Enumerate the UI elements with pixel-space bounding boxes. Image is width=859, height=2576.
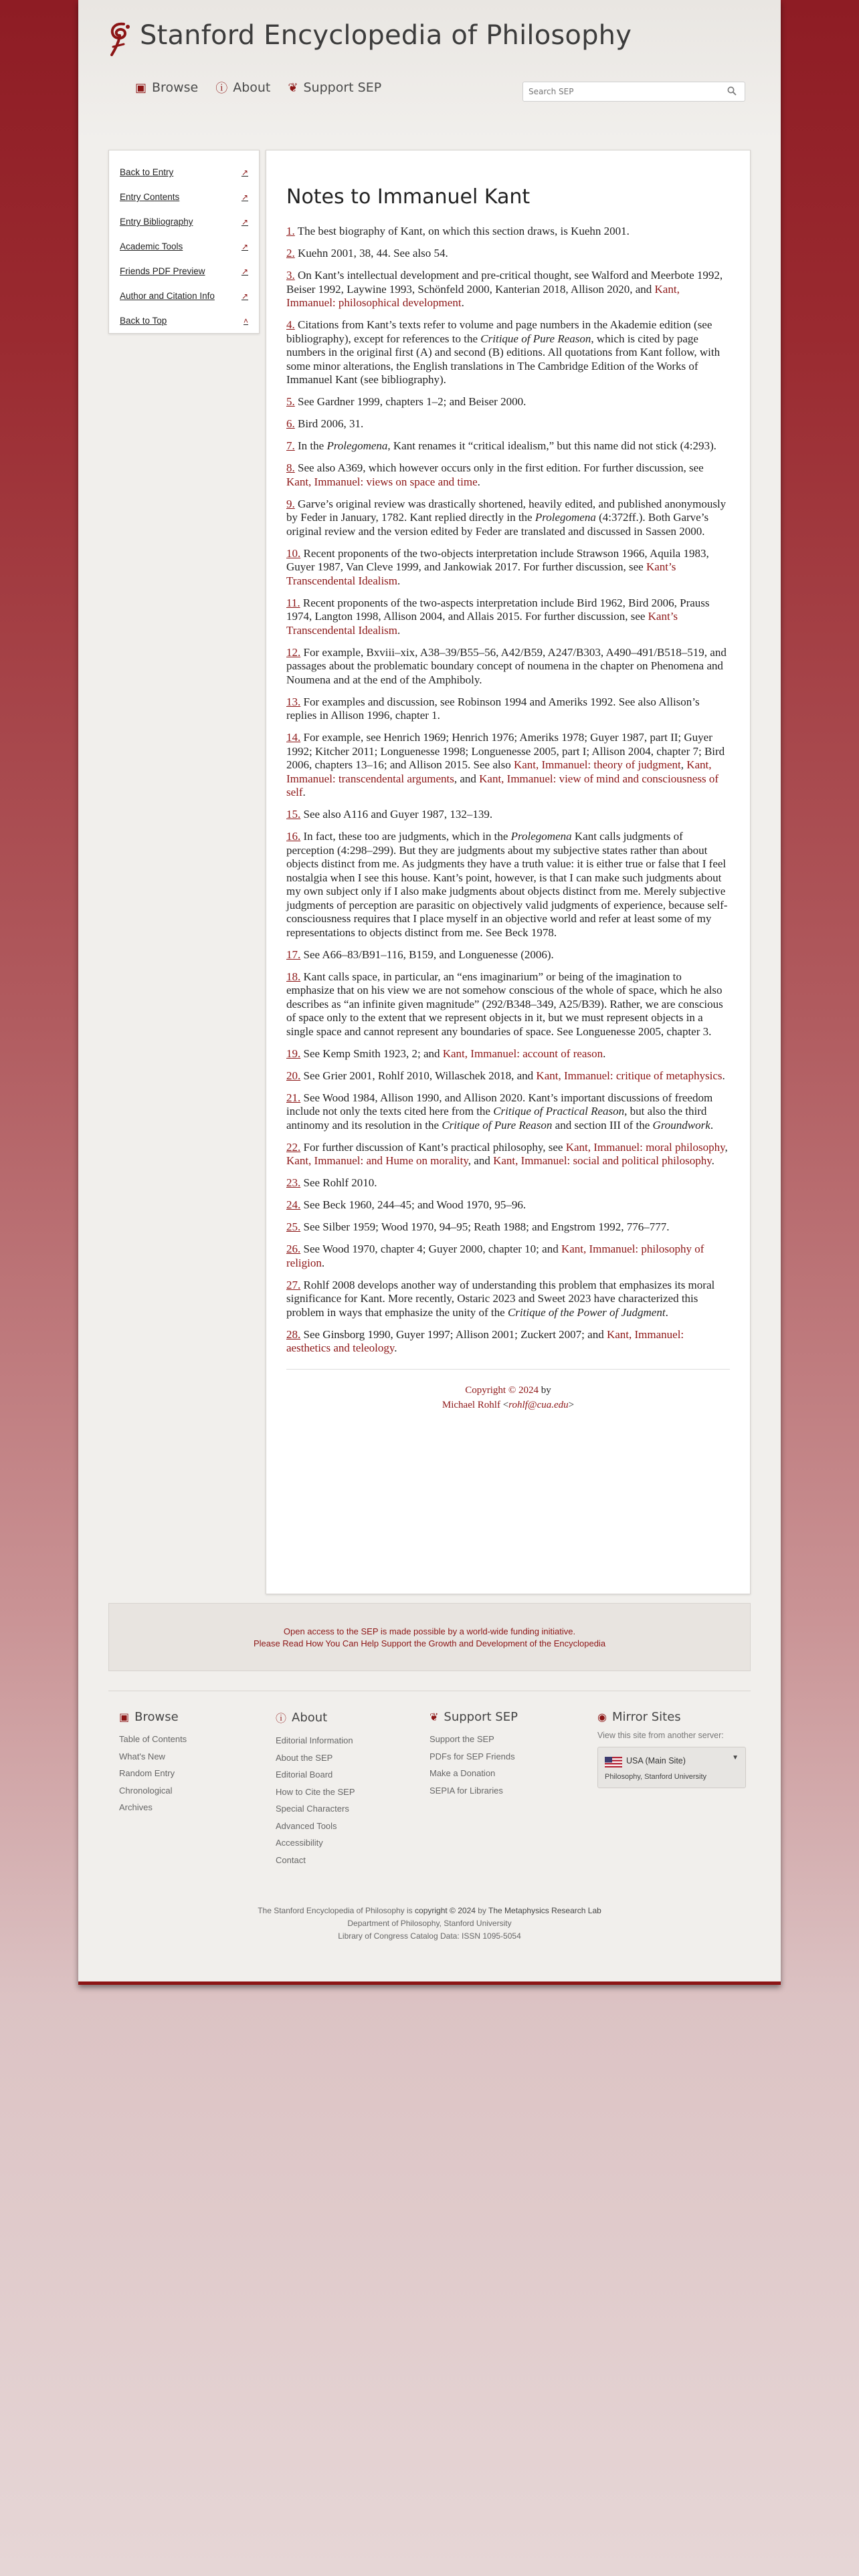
italic-title: Critique of Pure Reason <box>480 332 591 345</box>
footer-link[interactable]: Random Entry <box>119 1768 175 1778</box>
sep-logo-icon[interactable] <box>105 20 136 62</box>
note-text: Kant calls judgments of perception (4:298–299). But they are judgments about my subjective states rather than about objects distinct from me. As judgments they have a truth value: it is either true or false that I feel nostalgia when I see this house. Kant’s point, however, is that I can make such judgments about my own subject only if I also make judgments about objects distinct from me. Merely subjective judgments of perception are parasitic on objectively valid judgments of experience, because self-consciousness requires that I place myself in an objective world and refer at least some of my representations to objects distinct from me. See Beck 1978. <box>286 830 728 939</box>
note-text: Kuehn 2001, 38, 44. See also 54. <box>298 247 448 259</box>
note-text: See Beck 1960, 244–45; and Wood 1970, 95–96. <box>303 1198 527 1211</box>
note-item <box>286 1069 730 1083</box>
note-text: , <box>680 758 687 771</box>
search-input[interactable] <box>523 82 717 101</box>
mirror-selected: USA (Main Site) <box>626 1756 686 1765</box>
leaf-icon: ❦ <box>288 80 298 95</box>
note-text: Citations from Kant’s texts refer to volume and page numbers in the Akademie edition (see bibliography), except for references to the <box>286 318 712 345</box>
note-item <box>286 247 730 261</box>
note-item <box>286 269 730 310</box>
sidebar-author-citation-info[interactable] <box>120 284 248 308</box>
note-number-link[interactable]: 11. <box>286 596 300 609</box>
note-number-link[interactable]: 19. <box>286 1047 301 1060</box>
note-number-link[interactable]: 22. <box>286 1140 301 1154</box>
note-text: (4:372ff.). Both Garve’s original review and the version edited by Feder are translated and discussed in Sassen 2000. <box>286 511 709 538</box>
footer-heading: ❦ Support SEP <box>430 1710 518 1724</box>
sidebar-item-label: Academic Tools <box>120 241 183 251</box>
footer-link[interactable]: Contact <box>276 1854 306 1865</box>
note-number-link[interactable]: 9. <box>286 497 295 510</box>
note-item <box>286 731 730 800</box>
sidebar-item-label: Friends PDF Preview <box>120 266 205 276</box>
mirror-site-select[interactable] <box>597 1747 746 1788</box>
note-text: . <box>710 1118 714 1132</box>
italic-title: Prolegomena <box>535 511 596 524</box>
sidebar-item-label: Entry Contents <box>120 192 180 202</box>
metaphysics-lab-link[interactable]: The Metaphysics Research Lab <box>488 1906 601 1915</box>
note-item <box>286 1328 730 1356</box>
author-email-link[interactable]: rohlf@cua.edu <box>508 1399 569 1410</box>
note-text: Bird 2006, 31. <box>298 417 364 430</box>
entry-cross-link[interactable]: Kant, Immanuel: critique of metaphysics <box>536 1069 723 1082</box>
note-number-link[interactable]: 8. <box>286 461 295 474</box>
note-text: Recent proponents of the two-aspects interpretation include Bird 1962, Bird 2006, Prauss 1974, Langton 1998, Allison 2004, and Allais 2015. For further discussion, see <box>286 596 710 623</box>
note-number-link[interactable]: 6. <box>286 417 295 430</box>
footer-link[interactable]: Accessibility <box>276 1838 323 1848</box>
entry-cross-link[interactable]: Kant, Immanuel: and Hume on morality <box>286 1154 468 1167</box>
book-icon: ▣ <box>119 1711 130 1723</box>
note-text: See also A369, which however occurs only in the first edition. For further discussion, see <box>298 461 704 474</box>
footer-link[interactable]: Make a Donation <box>430 1768 496 1778</box>
footer-about-links <box>276 1732 355 1868</box>
note-number-link[interactable]: 3. <box>286 269 295 282</box>
italic-title: Critique of Pure Reason <box>442 1118 553 1132</box>
footer-link[interactable]: How to Cite the SEP <box>276 1786 355 1797</box>
note-text: For examples and discussion, see Robinson 1994 and Ameriks 1992. See also Allison’s replies in Allison 1996, chapter 1. <box>286 695 700 722</box>
external-link-icon: ↗ <box>241 167 248 177</box>
page-sheet <box>78 0 781 1985</box>
italic-title: Groundwork <box>652 1118 710 1132</box>
footer-support-links <box>430 1731 518 1799</box>
footer-heading: ⓘ About <box>276 1711 328 1725</box>
entry-cross-link[interactable]: Kant, Immanuel: philosophy of religion <box>286 1243 704 1269</box>
footer-about <box>276 1710 355 1868</box>
note-number-link[interactable]: 1. <box>286 225 295 237</box>
note-number-link[interactable]: 27. <box>286 1278 301 1291</box>
note-number-link[interactable]: 12. <box>286 645 301 659</box>
note-text: In fact, these too are judgments, which in the <box>303 830 511 843</box>
sidebar-friends-pdf-preview[interactable] <box>120 259 248 284</box>
note-text: and section III of the <box>552 1118 653 1132</box>
note-item <box>286 597 730 638</box>
note-item <box>286 1091 730 1133</box>
footer-link[interactable]: About the SEP <box>276 1752 333 1763</box>
nav-browse-label: Browse <box>152 80 199 95</box>
note-item <box>286 830 730 940</box>
note-number-link[interactable]: 5. <box>286 395 295 408</box>
note-text: In the <box>298 439 327 452</box>
note-text: . <box>711 1154 714 1167</box>
sidebar-entry-bibliography[interactable] <box>120 209 248 234</box>
note-text: Recent proponents of the two-objects interpretation include Strawson 1966, Aquila 1983, Guyer 1987, Van Cleve 1999, and Jankowiak 2017. For further discussion, see <box>286 546 709 573</box>
note-number-link[interactable]: 2. <box>286 247 295 259</box>
nav-support-label: Support SEP <box>303 80 382 95</box>
footer-browse <box>119 1710 187 1816</box>
note-item <box>286 1198 730 1212</box>
note-number-link[interactable]: 28. <box>286 1327 301 1341</box>
site-title[interactable]: Stanford Encyclopedia of Philosophy <box>140 20 632 51</box>
nav-about-label: About <box>233 80 271 95</box>
note-item <box>286 646 730 687</box>
italic-title: Critique of the Power of Judgment <box>507 1305 666 1319</box>
note-item <box>286 225 730 239</box>
note-text: . <box>397 623 401 637</box>
note-number-link[interactable]: 16. <box>286 830 301 843</box>
note-item <box>286 948 730 962</box>
footer-link[interactable]: SEPIA for Libraries <box>430 1785 503 1796</box>
note-number-link[interactable]: 25. <box>286 1220 301 1233</box>
note-number-link[interactable]: 24. <box>286 1198 301 1211</box>
note-text: , and <box>468 1154 494 1167</box>
search-box <box>522 82 745 102</box>
note-item <box>286 461 730 489</box>
external-link-icon: ↗ <box>241 241 248 251</box>
note-item <box>286 1176 730 1190</box>
footer-link[interactable]: Table of Contents <box>119 1734 187 1744</box>
footer-link[interactable]: Editorial Board <box>276 1769 333 1780</box>
note-number-link[interactable]: 18. <box>286 970 301 983</box>
note-number-link[interactable]: 15. <box>286 808 301 821</box>
note-item <box>286 1141 730 1168</box>
divider <box>286 1369 730 1370</box>
note-text: Garve’s original review was drastically shortened, heavily edited, and published anonymously by Feder in January, 1782. Kant replied directly in the <box>286 497 727 524</box>
funding-banner <box>108 1603 751 1671</box>
entry-cross-link[interactable]: Kant, Immanuel: philosophical development <box>286 282 680 309</box>
note-text: Rohlf 2008 develops another way of understanding this problem that emphasizes its moral significance for Kant. More recently, Ostaric 2023 and Sweet 2023 have characterized this problem in ways that emphasize the unity of the <box>286 1278 715 1319</box>
notes-content <box>266 150 751 1594</box>
entry-cross-link[interactable]: Kant’s Transcendental Idealism <box>286 560 676 587</box>
footer-link[interactable]: Editorial Information <box>276 1735 353 1745</box>
entry-cross-link[interactable]: Kant, Immanuel: aesthetics and teleology <box>286 1327 684 1354</box>
note-text: . <box>461 296 464 309</box>
note-item <box>286 547 730 588</box>
title-prefix: Notes to <box>286 185 377 209</box>
note-item <box>286 417 730 431</box>
note-text: . <box>321 1256 325 1269</box>
note-item <box>286 439 730 453</box>
sidebar-back-to-top[interactable] <box>120 308 248 333</box>
italic-title: Critique of Practical Reason <box>493 1105 625 1117</box>
entry-cross-link[interactable]: Kant’s Transcendental Idealism <box>286 610 678 637</box>
sidebar-entry-contents[interactable] <box>120 185 248 209</box>
mirror-selected-sub: Philosophy, Stanford University <box>605 1773 707 1781</box>
note-item <box>286 695 730 723</box>
note-number-link[interactable]: 13. <box>286 695 301 708</box>
footer-browse-links <box>119 1731 187 1816</box>
sidebar-item-label: Back to Entry <box>120 167 174 177</box>
caret-up-icon: ˄ <box>243 316 248 326</box>
note-item <box>286 498 730 539</box>
note-text: . <box>477 475 480 488</box>
page-title <box>286 185 730 209</box>
note-text: See Grier 2001, Rohlf 2010, Willaschek 2018, and <box>303 1069 537 1082</box>
note-text: , which is cited by page numbers in the original first (A) and second (B) editions. All quotations from Kant follow, with some minor alterations, the English translations in The Cambridge Edition of the Works of Immanuel Kant (see bibliography). <box>286 332 721 386</box>
footer-link[interactable]: Advanced Tools <box>276 1820 337 1831</box>
note-text: , <box>725 1140 728 1154</box>
entry-cross-link[interactable]: Kant, Immanuel: views on space and time <box>286 475 478 488</box>
funding-initiative-link[interactable]: Open access to the SEP is made possible by a world-wide funding initiative. <box>283 1626 576 1636</box>
support-growth-link[interactable]: Please Read How You Can Help Support the Growth and Development of the Encyclopedia <box>253 1638 606 1648</box>
note-item <box>286 808 730 822</box>
copyright-block: Copyright © 2024 by Michael Rohlf <rohlf@cua.edu> <box>442 1384 575 1410</box>
footer-link[interactable]: PDFs for SEP Friends <box>430 1751 515 1761</box>
note-text: . <box>722 1069 725 1082</box>
copyright-link[interactable]: Copyright © 2024 <box>465 1384 539 1396</box>
search-icon[interactable] <box>727 86 737 96</box>
entry-cross-link[interactable]: Kant, Immanuel: theory of judgment <box>513 758 681 771</box>
note-text: , but also the third antinomy and its resolution in the <box>286 1105 707 1132</box>
note-number-link[interactable]: 23. <box>286 1176 301 1189</box>
note-item <box>286 318 730 387</box>
note-text: See Gardner 1999, chapters 1–2; and Beiser 2000. <box>298 395 527 408</box>
note-item <box>286 1279 730 1320</box>
note-text: . <box>397 574 401 587</box>
nav-about[interactable] <box>215 79 270 96</box>
external-link-icon: ↗ <box>241 192 248 202</box>
italic-title: Prolegomena <box>510 830 572 843</box>
note-text: , and <box>454 772 480 785</box>
note-text: See A66–83/B91–116, B159, and Longuenesse (2006). <box>303 948 554 961</box>
entry-cross-link[interactable]: Kant, Immanuel: account of reason <box>442 1047 603 1060</box>
note-number-link[interactable]: 14. <box>286 731 301 744</box>
note-text: The best biography of Kant, on which this section draws, is Kuehn 2001. <box>297 225 630 237</box>
footer-support <box>430 1710 518 1799</box>
footer-link[interactable]: Support the SEP <box>430 1734 494 1744</box>
note-text: For example, see Henrich 1969; Henrich 1976; Ameriks 1978; Guyer 1987, part II; Guyer 1992; Kitcher 2011; Longuenesse 1998; Longuenesse 2005, part I; Allison 2004, chapter 7; Bird 2006, chapters 13–16; and Allison 2015. See also <box>286 731 725 771</box>
us-flag-icon <box>605 1757 622 1767</box>
book-icon: ▣ <box>135 80 147 95</box>
footer-heading: ▣ Browse <box>119 1710 179 1724</box>
copyright-by: by <box>538 1384 551 1396</box>
footer-link[interactable]: Special Characters <box>276 1804 349 1814</box>
legal-copyright-link[interactable]: copyright © 2024 <box>415 1906 476 1915</box>
entry-cross-link[interactable]: Kant, Immanuel: moral philosophy <box>565 1140 725 1154</box>
globe-icon: ◉ <box>597 1711 607 1723</box>
note-item <box>286 1047 730 1061</box>
note-number-link[interactable]: 7. <box>286 439 295 452</box>
note-item <box>286 1243 730 1270</box>
chevron-down-icon: ▼ <box>732 1754 739 1761</box>
note-item <box>286 1220 730 1235</box>
site-header <box>78 0 781 140</box>
note-text: See Ginsborg 1990, Guyer 1997; Allison 2001; Zuckert 2007; and <box>303 1327 607 1341</box>
external-link-icon: ↗ <box>241 266 248 276</box>
note-number-link[interactable]: 20. <box>286 1069 301 1082</box>
note-text: See Kemp Smith 1923, 2; and <box>303 1047 443 1060</box>
sidebar-academic-tools[interactable] <box>120 234 248 259</box>
note-text: See also A116 and Guyer 1987, 132–139. <box>303 808 493 821</box>
info-icon: ⓘ <box>215 82 228 96</box>
leaf-icon: ❦ <box>430 1711 439 1723</box>
italic-title: Prolegomena <box>326 439 388 452</box>
note-number-link[interactable]: 10. <box>286 546 301 560</box>
title-entry-link[interactable]: Immanuel Kant <box>377 185 531 209</box>
footer-heading: ◉ Mirror Sites <box>597 1710 681 1724</box>
note-text: See Wood 1984, Allison 1990, and Allison 2020. Kant’s important discussions of freedom include not only the texts cited here from the <box>286 1091 713 1117</box>
note-text: . <box>302 786 306 798</box>
note-text: . <box>603 1047 606 1060</box>
entry-cross-link[interactable]: Kant, Immanuel: social and political philosophy <box>493 1154 712 1167</box>
note-number-link[interactable]: 4. <box>286 318 295 331</box>
entry-cross-link[interactable]: Kant, Immanuel: view of mind and consciousness of self <box>286 772 719 798</box>
sidebar-back-to-entry[interactable] <box>120 160 248 185</box>
legal-info: The Stanford Encyclopedia of Philosophy is copyright © 2024 by The Metaphysics Research Lab Department of Philosophy, Stanford University Library of Congress Catalog Data: ISSN 1095-5054 <box>258 1906 601 1941</box>
note-item <box>286 970 730 1039</box>
note-item <box>286 395 730 409</box>
sidebar-item-label: Author and Citation Info <box>120 291 215 301</box>
note-number-link[interactable]: 21. <box>286 1091 301 1104</box>
note-text: See Rohlf 2010. <box>303 1176 377 1189</box>
sidebar-item-label: Back to Top <box>120 316 167 326</box>
entry-sidebar <box>108 150 260 334</box>
nav-support[interactable] <box>288 79 381 96</box>
sidebar-item-label: Entry Bibliography <box>120 217 193 227</box>
info-icon: ⓘ <box>276 1712 287 1725</box>
main-nav <box>135 79 381 96</box>
external-link-icon: ↗ <box>241 217 248 227</box>
footer-mirror <box>597 1710 746 1788</box>
entry-cross-link[interactable]: Kant, Immanuel: transcendental arguments <box>286 758 712 785</box>
external-link-icon: ↗ <box>241 291 248 301</box>
note-text: For further discussion of Kant’s practical philosophy, see <box>303 1140 566 1154</box>
note-text: On Kant’s intellectual development and pre-critical thought, see Walford and Meerbote 1992, Beiser 1992, Laywine 1993, Schönfeld 2000, Kanterian 2018, Allison 2020, and <box>286 269 723 296</box>
footer-link[interactable]: Archives <box>119 1802 153 1812</box>
note-text: . <box>394 1341 397 1354</box>
footer-link[interactable]: What's New <box>119 1751 165 1761</box>
note-text: Kant calls space, in particular, an “ens imaginarium” or being of the imagination to emphasize that on his view we are not somehow conscious of the whole of space, which he also describes as “an infinite given magnitude” (292/B348–349, A25/B39). Rather, we are conscious of space only to the extent that we represent objects in it, but we must represent objects in a single space and cannot represent any boundaries of space. See Longuenesse 2005, chapter 3. <box>286 970 723 1038</box>
nav-browse[interactable] <box>135 79 198 96</box>
author-link[interactable]: Michael Rohlf <box>442 1399 500 1410</box>
note-text: For example, Bxviii–xix, A38–39/B55–56, A42/B59, A247/B303, A490–491/B518–519, and passages about the problematic boundary concept of noumena in the chapter on Phenomena and Noumena and at the end of the Amphiboly. <box>286 645 727 686</box>
note-text: , Kant renames it “critical idealism,” but this name did not stick (4:293). <box>387 439 717 452</box>
note-text: . <box>665 1305 668 1319</box>
mirror-note: View this site from another server: <box>597 1731 724 1740</box>
notes-list <box>286 225 730 1356</box>
note-number-link[interactable]: 17. <box>286 948 301 961</box>
note-text: See Wood 1970, chapter 4; Guyer 2000, chapter 10; and <box>303 1243 561 1255</box>
note-text: See Silber 1959; Wood 1970, 94–95; Reath 1988; and Engstrom 1992, 776–777. <box>303 1220 670 1233</box>
footer-link[interactable]: Chronological <box>119 1785 173 1796</box>
note-number-link[interactable]: 26. <box>286 1243 301 1255</box>
